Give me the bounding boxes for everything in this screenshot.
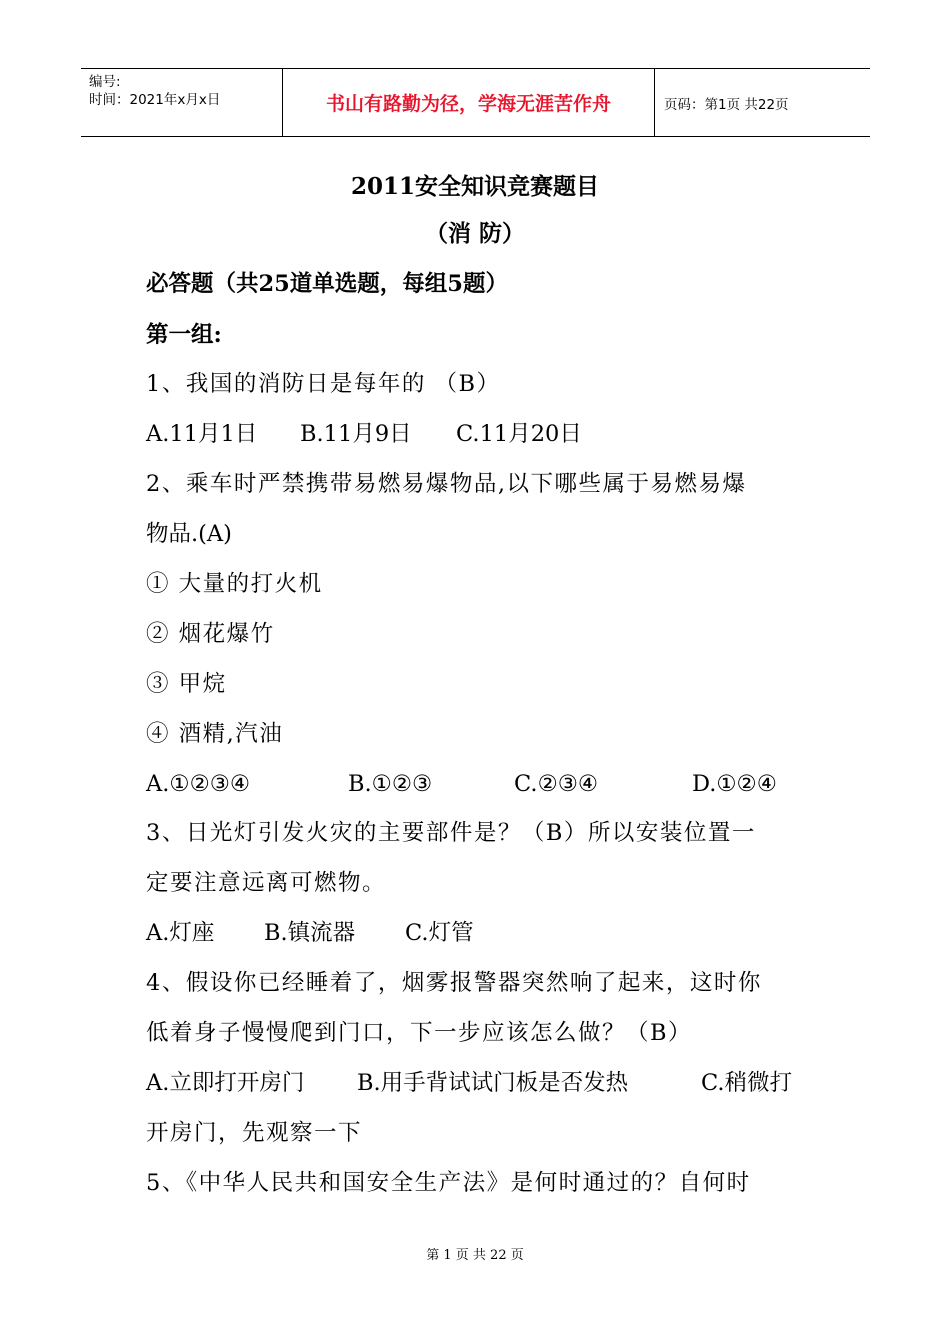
q2-item-2: ② 烟花爆竹: [146, 621, 275, 647]
q3-option-c: C.灯管: [405, 920, 474, 946]
q4-option-a: A.立即打开房门: [146, 1070, 305, 1096]
question-5-line-1: 5、《中华人民共和国安全生产法》是何时通过的？自何时: [146, 1170, 751, 1196]
q2-option-a: A.①②③④: [146, 771, 251, 797]
doc-subtitle: （消 防）: [424, 220, 525, 247]
header-left-cell: [81, 69, 282, 136]
q1-option-a: A.11月1日: [146, 421, 258, 447]
number-label: 编号:: [89, 74, 121, 90]
q2-option-b: B.①②③: [348, 771, 433, 797]
page-label: 页码：第1页 共22页: [664, 96, 789, 113]
question-4-line-2: 低着身子慢慢爬到门口，下一步应该怎么做？（B）: [146, 1020, 693, 1046]
q3-option-a: A.灯座: [146, 920, 215, 946]
time-label: 时间：2021年x月x日: [89, 92, 221, 108]
q2-item-3: ③ 甲烷: [146, 671, 227, 697]
question-2-line-1: 2、乘车时严禁携带易燃易爆物品,以下哪些属于易燃易爆: [146, 471, 747, 497]
group-heading: 第一组:: [146, 322, 222, 348]
question-4-line-1: 4、假设你已经睡着了，烟雾报警器突然响了起来，这时你: [146, 970, 762, 996]
q2-option-c: C.②③④: [514, 771, 599, 797]
page-footer: 第 1 页 共 22 页: [426, 1248, 524, 1263]
header-table: [81, 68, 870, 137]
q2-item-1: ① 大量的打火机: [146, 571, 323, 597]
motto: 书山有路勤为径，学海无涯苦作舟: [282, 69, 655, 136]
q1-option-c: C.11月20日: [456, 421, 582, 447]
q2-item-4: ④ 酒精,汽油: [146, 721, 284, 747]
q4-option-c-cont: 开房门，先观察一下: [146, 1120, 363, 1146]
question-3-line-1: 3、日光灯引发火灾的主要部件是？（B）所以安装位置一: [146, 820, 756, 846]
doc-title: 2011安全知识竞赛题目: [350, 173, 599, 200]
q3-option-b: B.镇流器: [264, 920, 356, 946]
q2-option-d: D.①②④: [692, 771, 777, 797]
question-3-line-2: 定要注意远离可燃物。: [146, 870, 387, 896]
q1-option-b: B.11月9日: [300, 421, 412, 447]
section-heading: 必答题（共25道单选题，每组5题）: [146, 271, 508, 297]
q4-option-c: C.稍微打: [701, 1070, 793, 1096]
question-1: 1、我国的消防日是每年的 （B）: [146, 371, 501, 397]
q4-option-b: B.用手背试试门板是否发热: [357, 1070, 629, 1096]
question-2-line-2: 物品.(A): [146, 521, 232, 547]
